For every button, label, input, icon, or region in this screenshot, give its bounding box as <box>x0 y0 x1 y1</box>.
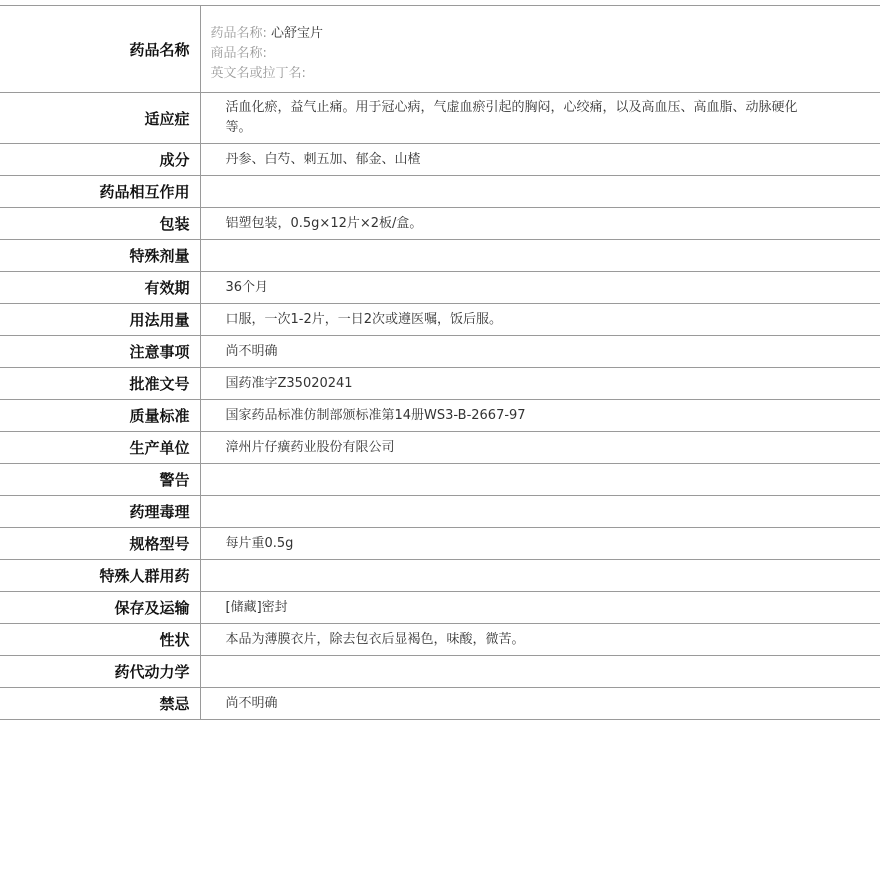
trade-name-label: 商品名称: <box>210 46 267 61</box>
row-contraindications <box>0 688 880 720</box>
row-indications <box>0 93 880 144</box>
row-value <box>200 240 880 272</box>
row-storage-transport <box>0 592 880 624</box>
row-value: 36个月 <box>200 272 880 304</box>
row-label: 性状 <box>0 624 200 656</box>
row-packaging <box>0 208 880 240</box>
row-label: 包装 <box>0 208 200 240</box>
row-label: 特殊剂量 <box>0 240 200 272</box>
row-pharmacology <box>0 496 880 528</box>
row-value: 漳州片仔癀药业股份有限公司 <box>200 432 880 464</box>
row-label: 特殊人群用药 <box>0 560 200 592</box>
row-special-populations <box>0 560 880 592</box>
drug-name-value: 心舒宝片 <box>271 26 324 41</box>
row-value: 尚不明确 <box>200 688 880 720</box>
row-label: 药品名称 <box>0 6 200 93</box>
row-ingredients <box>0 144 880 176</box>
row-label: 质量标准 <box>0 400 200 432</box>
row-manufacturer <box>0 432 880 464</box>
english-name-line <box>211 64 801 84</box>
row-value: [储藏]密封 <box>200 592 880 624</box>
row-label: 规格型号 <box>0 528 200 560</box>
row-label: 生产单位 <box>0 432 200 464</box>
row-value: 口服，一次1-2片，一日2次或遵医嘱，饭后服。 <box>200 304 880 336</box>
row-value: 每片重0.5g <box>200 528 880 560</box>
row-quality-standard <box>0 400 880 432</box>
row-value <box>200 464 880 496</box>
row-label: 保存及运输 <box>0 592 200 624</box>
row-value: 活血化瘀，益气止痛。用于冠心病，气虚血瘀引起的胸闷，心绞痛，以及高血压、高血脂、动脉硬化等。 <box>200 93 880 144</box>
row-label: 药代动力学 <box>0 656 200 688</box>
row-value: 国家药品标准仿制部颁标准第14册WS3-B-2667-97 <box>200 400 880 432</box>
row-value <box>200 496 880 528</box>
row-label: 有效期 <box>0 272 200 304</box>
row-value: 丹参、白芍、刺五加、郁金、山楂 <box>200 144 880 176</box>
row-value <box>200 176 880 208</box>
row-value <box>200 560 880 592</box>
row-drug-name <box>0 6 880 93</box>
row-pharmacokinetics <box>0 656 880 688</box>
drug-spec-table <box>0 5 880 720</box>
drug-name-label: 药品名称: <box>210 26 267 41</box>
row-precautions <box>0 336 880 368</box>
drug-name-line <box>211 24 801 44</box>
row-approval-number <box>0 368 880 400</box>
drug-info-container <box>0 5 880 720</box>
row-shelf-life <box>0 272 880 304</box>
row-label: 注意事项 <box>0 336 200 368</box>
row-specification <box>0 528 880 560</box>
row-label: 适应症 <box>0 93 200 144</box>
trade-name-line <box>211 44 801 64</box>
row-label: 批准文号 <box>0 368 200 400</box>
row-usage-dosage <box>0 304 880 336</box>
row-value: 本品为薄膜衣片，除去包衣后显褐色，味酸，微苦。 <box>200 624 880 656</box>
row-warning <box>0 464 880 496</box>
row-label: 禁忌 <box>0 688 200 720</box>
english-name-label: 英文名或拉丁名: <box>210 66 306 81</box>
row-special-dosage <box>0 240 880 272</box>
row-label: 药理毒理 <box>0 496 200 528</box>
row-value: 尚不明确 <box>200 336 880 368</box>
row-value <box>200 656 880 688</box>
row-label: 用法用量 <box>0 304 200 336</box>
row-value: 国药准字Z35020241 <box>200 368 880 400</box>
row-label: 成分 <box>0 144 200 176</box>
row-label: 药品相互作用 <box>0 176 200 208</box>
row-description <box>0 624 880 656</box>
row-value: 铝塑包装，0.5g×12片×2板/盒。 <box>200 208 880 240</box>
row-label: 警告 <box>0 464 200 496</box>
row-interactions <box>0 176 880 208</box>
drug-name-block <box>200 6 880 93</box>
